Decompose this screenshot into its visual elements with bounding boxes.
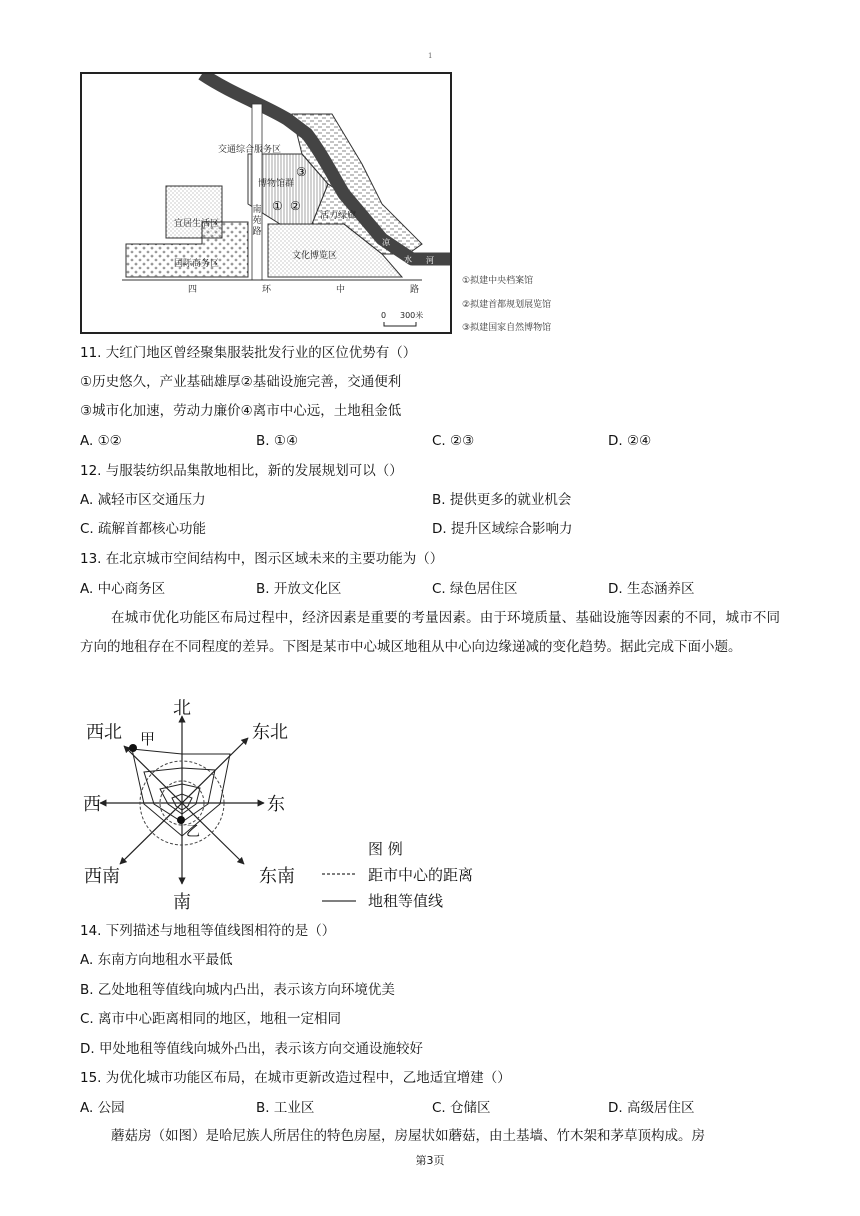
point-jia (129, 744, 137, 752)
map-marker-3: ③ (296, 165, 307, 179)
map-label-museum: 博物馆群 (258, 179, 295, 189)
q12-option-d: D. 提升区域综合影响力 (432, 521, 573, 537)
page-top-mark: 1 (428, 52, 433, 60)
district-map (82, 74, 452, 334)
district-map-figure (80, 72, 452, 334)
passage-rent-text: 在城市优化功能区布局过程中，经济因素是重要的考量因素。由于环境质量、基础设施等因素的不同，城市不同方向的地租存在不同程度的差异。下图是某市中心城区地租从中心向边缘递减的变化趋势。据此完成下面小题。 (80, 610, 780, 655)
label-point-yi: 乙 (186, 824, 200, 840)
living-zone-shape (166, 186, 222, 238)
q15-option-a: A. 公园 (80, 1100, 125, 1116)
point-yi (177, 816, 185, 824)
map-river-char-2: 水 (404, 255, 412, 264)
legend-title: 图 例 (368, 840, 403, 858)
q14-option-c: C. 离市中心距离相同的地区，地租一定相同 (80, 1011, 342, 1027)
rent-contour-inner (160, 784, 200, 814)
passage-rent (80, 604, 780, 662)
label-east: 东 (267, 794, 285, 815)
passage-mushroom-house (80, 1122, 780, 1151)
map-marker-2: ② (290, 199, 301, 213)
q12-option-a: A. 减轻市区交通压力 (80, 492, 206, 508)
q12-option-b: B. 提供更多的就业机会 (432, 492, 572, 508)
q11-option-b: B. ①④ (256, 433, 299, 449)
map-river-char-3: 河 (426, 256, 434, 265)
map-road-char-2: 苑 (252, 216, 262, 226)
map-marker-1: ① (272, 199, 283, 213)
q15-option-d: D. 高级居住区 (608, 1100, 695, 1116)
map-legend-item-2: ②拟建首都规划展览馆 (462, 300, 552, 310)
map-scale-value: 300米 (400, 311, 424, 320)
map-label-living: 宜居生活区 (174, 219, 220, 229)
map-legend-item-3: ③拟建国家自然博物馆 (462, 323, 552, 333)
axis-nw-se (124, 746, 244, 864)
map-label-business: 国际商务区 (174, 259, 220, 269)
q13-option-d: D. 生态涵养区 (608, 581, 695, 597)
legend-solid-label: 地租等值线 (368, 892, 444, 910)
nanyuan-road-shape (252, 104, 262, 280)
map-ring-char-1: 四 (188, 285, 198, 295)
q11-line-2: ③城市化加速，劳动力廉价④离市中心远，土地租金低 (80, 403, 402, 419)
legend-dashed-label: 距市中心的距离 (368, 866, 474, 884)
q13-stem: 13. 在北京城市空间结构中，图示区域未来的主要功能为（） (80, 551, 444, 567)
q12-stem: 12. 与服装纺织品集散地相比，新的发展规划可以（） (80, 463, 403, 479)
map-ring-char-4: 路 (410, 285, 420, 295)
label-northeast: 东北 (252, 722, 288, 743)
q14-option-b: B. 乙处地租等值线向城内凸出，表示该方向环境优美 (80, 982, 395, 998)
q14-option-d: D. 甲处地租等值线向城外凸出，表示该方向交通设施较好 (80, 1041, 423, 1057)
map-river-char-1: 凉 (382, 238, 390, 247)
q12-option-c: C. 疏解首都核心功能 (80, 521, 207, 537)
passage-mushroom-text: 蘑菇房（如图）是哈尼族人所居住的特色房屋，房屋状如蘑菇，由土基墙、竹木架和茅草顶构成。房 (111, 1128, 706, 1144)
q15-stem: 15. 为优化城市功能区布局，在城市更新改造过程中，乙地适宜增建（） (80, 1070, 511, 1086)
map-label-culture: 文化博览区 (292, 251, 338, 261)
map-scale-zero: 0 (381, 311, 387, 320)
q15-option-c: C. 仓储区 (432, 1100, 491, 1116)
label-northwest: 西北 (86, 722, 122, 743)
map-legend-item-1: ①拟建中央档案馆 (462, 276, 534, 286)
map-label-transport: 交通综合服务区 (218, 145, 282, 155)
q13-option-a: A. 中心商务区 (80, 581, 166, 597)
q15-option-b: B. 工业区 (256, 1100, 315, 1116)
q13-option-b: B. 开放文化区 (256, 581, 342, 597)
map-ring-char-3: 中 (336, 285, 346, 295)
q11-option-c: C. ②③ (432, 433, 475, 449)
q14-option-a: A. 东南方向地租水平最低 (80, 952, 233, 968)
q13-option-c: C. 绿色居住区 (432, 581, 518, 597)
rent-contour-figure (80, 696, 500, 912)
label-point-jia: 甲 (140, 730, 156, 748)
label-south: 南 (173, 892, 191, 912)
map-label-green: 活力绿廊 (320, 211, 357, 221)
q11-line-1: ①历史悠久，产业基础雄厚②基础设施完善，交通便利 (80, 374, 402, 390)
label-southwest: 西南 (84, 866, 120, 887)
label-west: 西 (83, 794, 101, 815)
map-road-char-3: 路 (252, 227, 262, 237)
page-number: 第3页 (415, 1154, 445, 1167)
q11-option-a: A. ①② (80, 433, 122, 449)
map-ring-char-2: 环 (262, 285, 272, 295)
q11-stem: 11. 大红门地区曾经聚集服装批发行业的区位优势有（） (80, 345, 417, 361)
map-road-char-1: 南 (252, 205, 262, 215)
label-north: 北 (173, 698, 191, 719)
q14-stem: 14. 下列描述与地租等值线图相符的是（） (80, 923, 336, 939)
map-scale-bar (384, 322, 416, 326)
label-southeast: 东南 (259, 866, 295, 887)
q11-option-d: D. ②④ (608, 433, 652, 449)
axis-ne-sw (120, 738, 248, 864)
